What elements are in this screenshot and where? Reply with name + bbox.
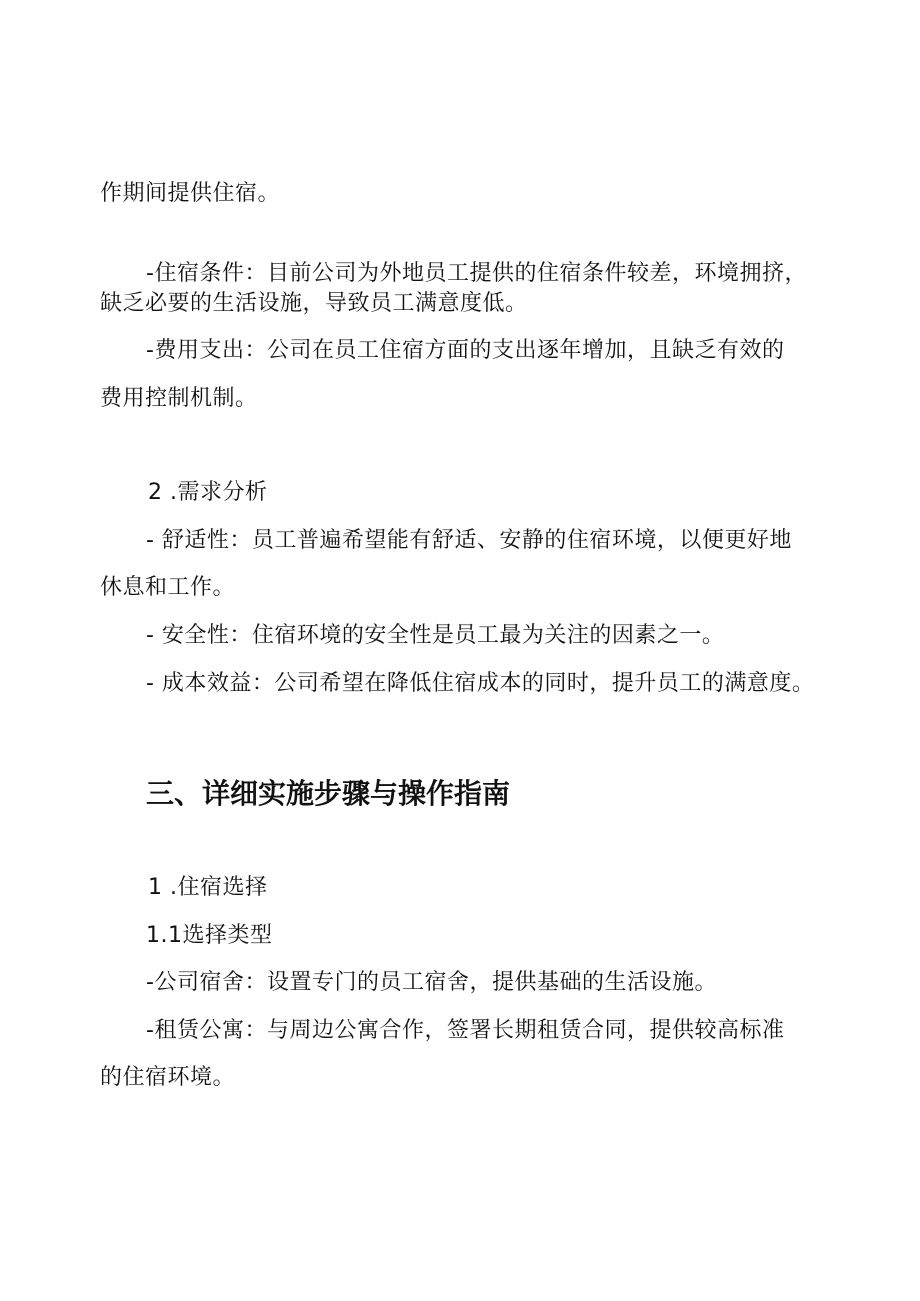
paragraph-line-accommodation-conditions: -住宿条件：目前公司为外地员工提供的住宿条件较差，环境拥挤， [146,261,807,286]
paragraph-line-comfort-cont: 休息和工作。 [100,575,236,600]
paragraph-line-expenses: -费用支出：公司在员工住宿方面的支出逐年增加，且缺乏有效的 [146,338,785,363]
subheading-accommodation-selection: 1 .住宿选择 [148,875,268,900]
paragraph-line-comfort: - 舒适性：员工普遍希望能有舒适、安静的住宿环境，以便更好地 [146,528,792,553]
section-heading: 三、详细实施步骤与操作指南 [146,777,511,810]
paragraph-line-rental-apartment-cont: 的住宿环境。 [100,1065,236,1090]
paragraph-line-safety: - 安全性：住宿环境的安全性是员工最为关注的因素之一。 [146,623,725,648]
paragraph-line-rental-apartment: -租赁公寓：与周边公寓合作，签署长期租赁合同，提供较高标准 [146,1018,785,1043]
paragraph-line-cost-benefit: - 成本效益：公司希望在降低住宿成本的同时，提升员工的满意度。 [146,671,815,696]
subheading-selection-type: 1.1选择类型 [146,923,273,948]
paragraph-line-continuation: 作期间提供住宿。 [100,181,281,206]
paragraph-line-expenses-cont: 费用控制机制。 [100,386,258,411]
paragraph-line-company-dormitory: -公司宿舍：设置专门的员工宿舍，提供基础的生活设施。 [146,970,717,995]
subheading-needs-analysis: 2 .需求分析 [148,480,268,505]
paragraph-line-accommodation-conditions-cont: 缺乏必要的生活设施，导致员工满意度低。 [100,291,528,316]
